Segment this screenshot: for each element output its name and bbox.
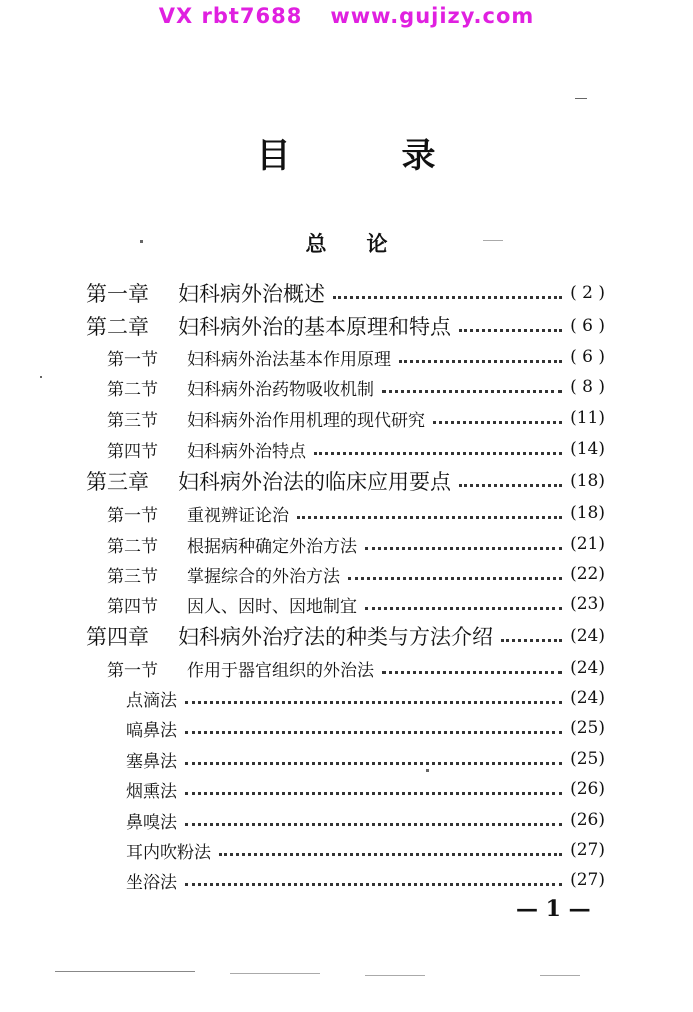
toc-entry-method: [0, 744, 693, 774]
toc-entry-number: 第四节: [107, 441, 158, 462]
toc-entry-title: 嗃鼻法: [126, 720, 177, 741]
toc-entry-page: (27): [570, 840, 605, 860]
toc-entry-page: (24): [570, 658, 605, 678]
toc-entry-heading: [107, 656, 374, 681]
toc-entry-page: (18): [570, 471, 605, 491]
toc-entry-heading: [107, 592, 357, 617]
toc-entry-page: (14): [570, 439, 605, 459]
toc-entry-title: 妇科病外治法基本作用原理: [187, 349, 391, 370]
toc-entry-heading: [126, 686, 177, 711]
toc-entry-section: [0, 589, 693, 619]
toc-entry-title: 妇科病外治的基本原理和特点: [178, 315, 451, 339]
toc-entry-heading: [86, 621, 493, 651]
toc-entry-heading: [86, 311, 451, 341]
toc-entry-title: 鼻嗅法: [126, 812, 177, 833]
toc-entry-title: 烟熏法: [126, 781, 177, 802]
title-char-1: 目: [256, 136, 292, 176]
toc-entry-section: [0, 653, 693, 683]
toc-entry-title: 重视辨证论治: [187, 505, 289, 526]
toc-entry-method: [0, 865, 693, 895]
toc-dot-leader: [365, 545, 562, 550]
toc-entry-number: 第二节: [107, 536, 158, 557]
toc-entry-page: (24): [570, 688, 605, 708]
toc-entry-number: 第二章: [86, 315, 149, 339]
toc-entry-heading: [107, 375, 374, 400]
toc-entry-page: ( 8 ): [570, 377, 605, 397]
toc-entry-heading: [126, 838, 211, 863]
page-title: [0, 128, 693, 177]
toc-entry-title: 耳内吹粉法: [126, 842, 211, 863]
toc-entry-page: (26): [570, 779, 605, 799]
toc-entry-title: 点滴法: [126, 690, 177, 711]
toc-dot-leader: [297, 514, 562, 519]
toc-dot-leader: [185, 729, 562, 734]
toc-entry-page: (18): [570, 503, 605, 523]
toc-entry-section: [0, 372, 693, 402]
scan-rule: [55, 971, 195, 972]
toc-entry-section: [0, 559, 693, 589]
toc-entry-title: 妇科病外治特点: [187, 441, 306, 462]
toc-entry-method: [0, 713, 693, 743]
scan-speck: [483, 240, 503, 241]
toc-entry-heading: [86, 278, 325, 308]
toc-entry-chapter: [0, 278, 693, 308]
toc-dot-leader: [185, 790, 562, 795]
toc-entry-number: 第三节: [107, 410, 158, 431]
toc-dot-leader: [433, 419, 562, 424]
toc-entry-heading: [107, 562, 340, 587]
toc-dot-leader: [501, 637, 562, 642]
toc-dot-leader: [185, 760, 562, 765]
toc-entry-page: (27): [570, 870, 605, 890]
toc-entry-number: 第一章: [86, 282, 149, 306]
toc-entry-number: 第一节: [107, 349, 158, 370]
toc-entry-heading: [126, 777, 177, 802]
toc-entry-title: 坐浴法: [126, 872, 177, 893]
toc-dot-leader: [459, 327, 562, 332]
toc-dot-leader: [185, 821, 562, 826]
scan-speck: [575, 98, 587, 99]
toc-dot-leader: [399, 358, 562, 363]
toc-dot-leader: [365, 605, 562, 610]
toc-entry-number: 第一节: [107, 660, 158, 681]
toc-entry-method: [0, 805, 693, 835]
scan-speck: [426, 769, 429, 772]
toc-entry-method: [0, 774, 693, 804]
toc-entry-heading: [107, 437, 306, 462]
toc-entry-heading: [107, 345, 391, 370]
watermark-url: www.gujizy.com: [330, 4, 535, 28]
toc-entry-method: [0, 683, 693, 713]
scan-rule: [540, 975, 580, 976]
toc-entry-heading: [126, 716, 177, 741]
toc-entry-title: 妇科病外治法的临床应用要点: [178, 470, 451, 494]
toc-dot-leader: [382, 388, 562, 393]
toc-entry-title: 因人、因时、因地制宜: [187, 596, 357, 617]
toc-dot-leader: [185, 881, 562, 886]
part-heading: [0, 228, 693, 258]
scan-speck: [40, 376, 42, 378]
toc-entry-page: ( 6 ): [570, 347, 605, 367]
toc-entry-number: 第一节: [107, 505, 158, 526]
toc-entry-heading: [126, 808, 177, 833]
watermark-contact: VX rbt7688: [158, 4, 303, 28]
part-heading-char-2: 论: [366, 231, 388, 256]
toc-entry-number: 第三节: [107, 566, 158, 587]
toc-entry-heading: [107, 532, 357, 557]
toc-entry-section: [0, 498, 693, 528]
toc-entry-page: (26): [570, 810, 605, 830]
toc-entry-heading: [107, 406, 425, 431]
scan-rule: [230, 973, 320, 974]
part-heading-char-1: 总: [305, 231, 327, 256]
watermark: [0, 4, 693, 28]
toc-dot-leader: [459, 482, 562, 487]
toc-entry-chapter: [0, 621, 693, 651]
toc-entry-page: ( 2 ): [570, 283, 605, 303]
page-number: — 1 —: [516, 896, 591, 922]
toc-dot-leader: [219, 851, 562, 856]
toc-entry-page: (11): [570, 408, 605, 428]
toc-entry-page: (23): [570, 594, 605, 614]
toc-dot-leader: [314, 450, 562, 455]
toc-entry-page: (25): [570, 749, 605, 769]
toc-entry-heading: [126, 868, 177, 893]
toc-entry-heading: [86, 466, 451, 496]
toc-entry-title: 根据病种确定外治方法: [187, 536, 357, 557]
toc-entry-title: 妇科病外治作用机理的现代研究: [187, 410, 425, 431]
toc-entry-heading: [107, 501, 289, 526]
title-char-2: 录: [401, 136, 437, 176]
toc-entry-number: 第四章: [86, 625, 149, 649]
toc-entry-title: 作用于器官组织的外治法: [187, 660, 374, 681]
toc-entry-method: [0, 835, 693, 865]
toc-entry-section: [0, 403, 693, 433]
toc-entry-chapter: [0, 466, 693, 496]
toc-entry-section: [0, 434, 693, 464]
toc-dot-leader: [348, 575, 562, 580]
toc-entry-page: (24): [570, 626, 605, 646]
toc-entry-number: 第三章: [86, 470, 149, 494]
toc-entry-page: (25): [570, 718, 605, 738]
toc-entry-heading: [126, 747, 177, 772]
scan-rule: [365, 975, 425, 976]
toc-entry-title: 掌握综合的外治方法: [187, 566, 340, 587]
toc-entry-number: 第四节: [107, 596, 158, 617]
toc-entry-chapter: [0, 311, 693, 341]
toc-entry-section: [0, 529, 693, 559]
toc-dot-leader: [382, 669, 562, 674]
scan-speck: [140, 240, 143, 243]
toc-entry-page: (21): [570, 534, 605, 554]
toc-entry-page: (22): [570, 564, 605, 584]
toc-dot-leader: [333, 294, 562, 299]
toc-entry-page: ( 6 ): [570, 316, 605, 336]
toc-entry-section: [0, 342, 693, 372]
toc-dot-leader: [185, 699, 562, 704]
toc-entry-title: 塞鼻法: [126, 751, 177, 772]
toc-entry-title: 妇科病外治药物吸收机制: [187, 379, 374, 400]
toc-entry-title: 妇科病外治概述: [178, 282, 325, 306]
toc-entry-number: 第二节: [107, 379, 158, 400]
toc-entry-title: 妇科病外治疗法的种类与方法介绍: [178, 625, 493, 649]
